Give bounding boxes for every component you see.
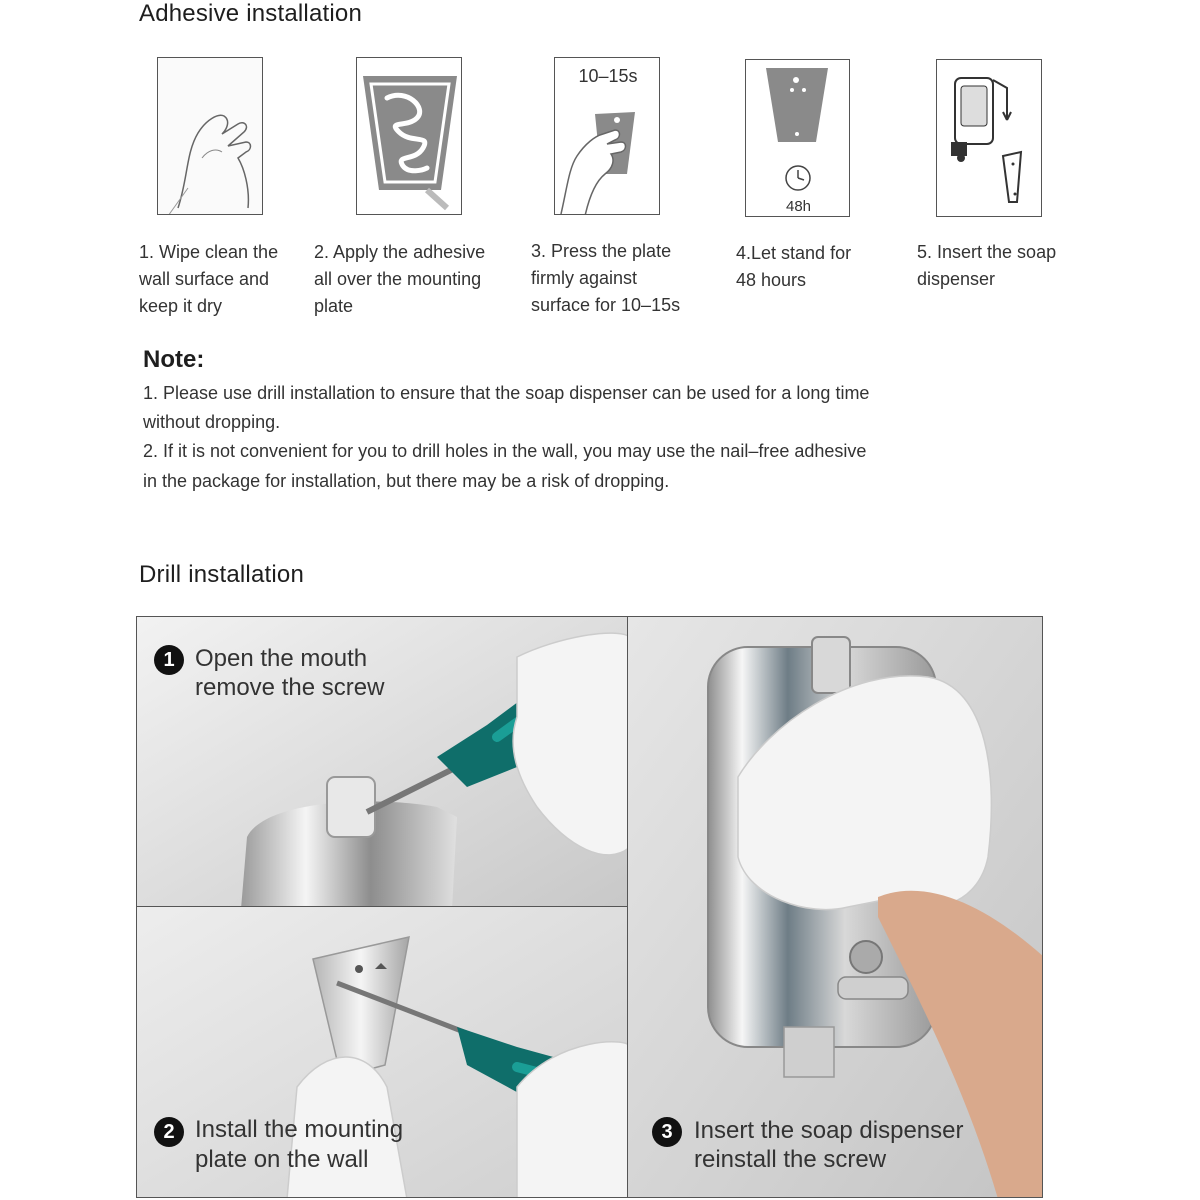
adhesive-step-4-text: 4.Let stand for 48 hours (736, 243, 852, 290)
note-line-1: 1. Please use drill installation to ensure that the soap dispenser can be used for a long time (143, 383, 870, 403)
step-3-caption-line-2: reinstall the screw (694, 1146, 887, 1173)
dispenser-photo-illustration (628, 617, 1043, 1198)
step-3-badge: 3 (652, 1117, 682, 1147)
step-2-caption-line-2: plate on the wall (195, 1146, 369, 1173)
mounting-plate-icon (746, 60, 850, 217)
clock-icon (783, 163, 813, 193)
step-1-illustration (157, 57, 263, 215)
drill-section-title: Drill installation (139, 561, 304, 588)
step-2-caption-line-1: Install the mounting (195, 1116, 404, 1143)
hand-wipe-icon (158, 58, 263, 215)
step-3-caption-line-1: Insert the soap dispenser (694, 1117, 964, 1144)
drill-step-1-photo (136, 616, 629, 908)
stand-time-label: 48h (785, 198, 812, 215)
step-2-badge: 2 (154, 1117, 184, 1147)
note-line-3: 2. If it is not convenient for you to drill holes in the wall, you may use the nail–free adhesive (143, 441, 867, 461)
step-1-caption-line-1: Open the mouth (195, 645, 368, 672)
note-title: Note: (143, 346, 205, 373)
step-2-illustration (356, 57, 462, 215)
note-line-2: without dropping. (143, 412, 281, 432)
step-1-badge: 1 (154, 645, 184, 675)
adhesive-plate-icon (357, 58, 462, 215)
adhesive-section-title: Adhesive installation (139, 0, 363, 27)
step-5-illustration (936, 59, 1042, 217)
adhesive-step-5-text: 5. Insert the soap dispenser (917, 242, 1057, 289)
press-time-label: 10–15s (578, 66, 638, 86)
drill-step-3-photo (627, 616, 1043, 1198)
dispenser-icon (937, 60, 1042, 217)
adhesive-step-1-text: 1. Wipe clean the wall surface and keep it dry (139, 242, 279, 316)
step-4-illustration (745, 59, 850, 217)
step-1-caption-line-2: remove the screw (195, 674, 385, 701)
adhesive-step-3-text: 3. Press the plate firmly against surface for 10–15s (531, 241, 681, 315)
adhesive-step-2-text: 2. Apply the adhesive all over the mounting plate (314, 242, 486, 316)
step-3-illustration (554, 57, 660, 215)
note-line-4: in the package for installation, but there may be a risk of dropping. (143, 471, 670, 491)
drill-step-2-photo (136, 906, 629, 1198)
